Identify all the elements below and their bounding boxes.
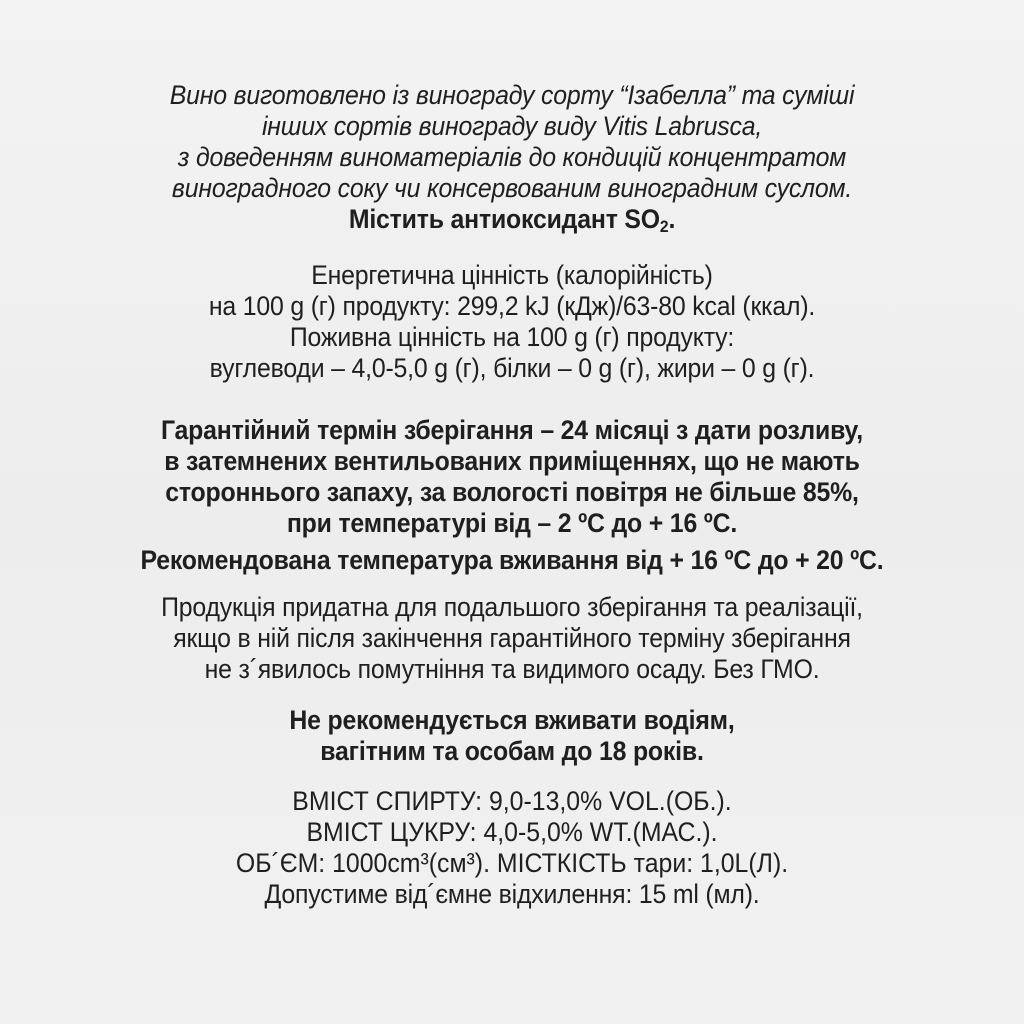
nutrition-line-4: вуглеводи – 4,0-5,0 g (г), білки – 0 g (г), жири – 0 g (г).	[209, 353, 815, 383]
shelf-note-line-1: Продукція придатна для подальшого зберігання та реалізації,	[161, 592, 863, 622]
antioxidant-text: Містить антиоксидант SO	[348, 204, 660, 234]
volume-capacity: ОБ´ЄМ: 1000cm³(см³). МІСТКІСТЬ тари: 1,0L(Л).	[235, 848, 789, 878]
storage-line-2: в затемнених вентильованих приміщеннях, що не мають	[164, 446, 860, 476]
specs-block	[0, 786, 1024, 910]
storage-line-3: стороннього запаху, за вологості повітря не більше 85%,	[165, 477, 859, 507]
shelf-note-block	[0, 592, 1024, 685]
composition-block	[0, 80, 1024, 235]
nutrition-block	[0, 260, 1024, 384]
volume-tolerance: Допустиме від´ємне відхилення: 15 ml (мл).	[264, 879, 760, 909]
nutrition-line-1: Енергетична цінність (калорійність)	[311, 260, 713, 290]
warning-block	[0, 705, 1024, 767]
nutrition-line-2: на 100 g (г) продукту: 299,2 kJ (кДж)/63-80 kcal (ккал).	[208, 291, 816, 321]
antioxidant-subscript: 2	[659, 217, 669, 236]
composition-line-4: виноградного соку чи консервованим виноградним суслом.	[171, 173, 853, 203]
storage-block	[0, 415, 1024, 576]
composition-line-2: інших сортів винограду виду Vitis Labrusca,	[261, 111, 763, 141]
warning-line-1: Не рекомендується вживати водіям,	[289, 705, 735, 735]
storage-line-4: при температурі від – 2 ºС до + 16 ºС.	[286, 508, 738, 538]
antioxidant-period: .	[668, 204, 676, 234]
nutrition-line-3: Поживна цінність на 100 g (г) продукту:	[289, 322, 735, 352]
composition-line-1: Вино виготовлено із винограду сорту “Ізабелла” та суміші	[169, 80, 855, 110]
storage-line-1: Гарантійний термін зберігання – 24 місяці з дати розливу,	[160, 415, 864, 445]
antioxidant-line	[41, 204, 983, 235]
composition-line-3: з доведенням виноматеріалів до кондицій концентратом	[177, 142, 847, 172]
alcohol-content: ВМІСТ СПИРТУ: 9,0-13,0% VOL.(ОБ.).	[292, 786, 732, 816]
warning-line-2: вагітним та особам до 18 років.	[320, 736, 704, 766]
serving-temperature: Рекомендована температура вживання від + 16 ºС до + 20 ºС.	[140, 545, 884, 575]
shelf-note-line-2: якщо в ній після закінчення гарантійного терміну зберігання	[173, 623, 851, 653]
shelf-note-line-3: не з´явилось помутніння та видимого осаду. Без ГМО.	[204, 654, 820, 684]
sugar-content: ВМІСТ ЦУКРУ: 4,0-5,0% WT.(МАС.).	[306, 817, 718, 847]
